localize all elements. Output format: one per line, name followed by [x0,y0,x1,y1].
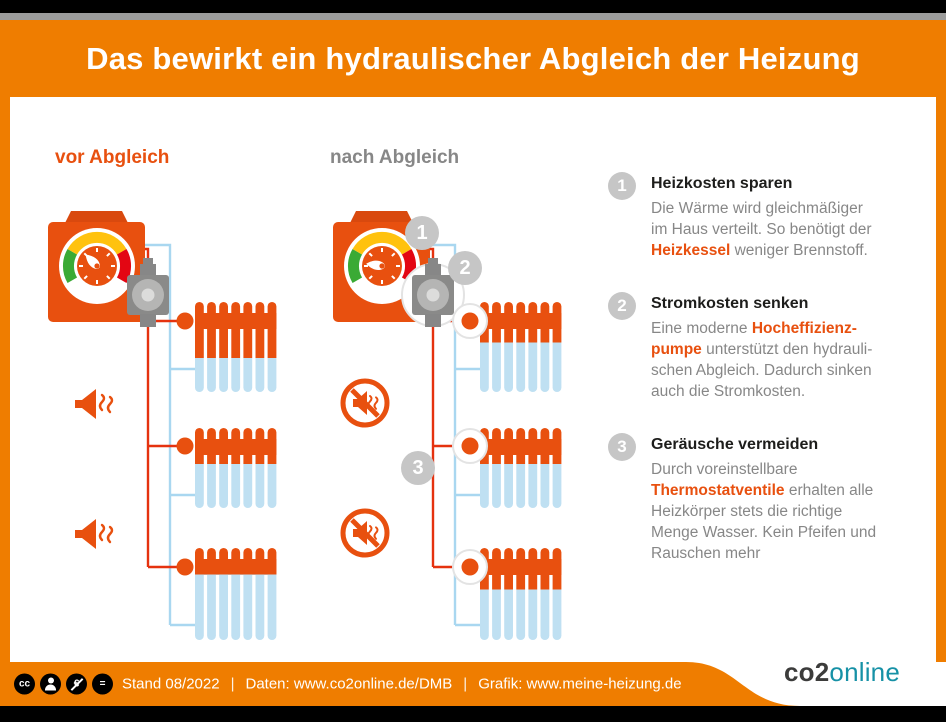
no-noise-muted-speaker-icon [343,511,387,555]
cc-nd-icon: = [92,674,113,695]
diagram-step-marker-3: 3 [401,451,435,485]
radiator-3 [480,548,561,640]
diagram-before-balancing [40,197,290,647]
license-icons [14,674,113,695]
footer-credits: Stand 08/2022 | Daten: www.co2online.de/DMB | Grafik: www.meine-heizung.de [122,675,682,693]
diagram-step-marker-2: 2 [448,251,482,285]
label-before-balancing: vor Abgleich [55,147,170,168]
radiator-2 [480,428,561,508]
footer-stand: Stand 08/2022 [122,675,220,693]
cc-nc-euro-icon [66,674,87,695]
noise-speaker-icon [75,389,112,419]
page-title: Das bewirkt ein hydraulischer Abgleich der Heizung [86,40,860,76]
radiator-1 [480,302,561,392]
step-1-title: Heizkosten sparen [651,175,793,192]
co2online-logo: co2online [784,657,900,687]
step-2-body: Eine moderne Hocheffizienz- pumpe unterstützt den hydrauli- schen Abgleich. Dadurch sinken auch die Stromkosten. [651,320,873,400]
explanation-steps [608,175,920,564]
content-area [0,97,946,662]
label-after-balancing: nach Abgleich [330,147,460,168]
radiator-3 [195,548,276,640]
diagram-step-marker-1: 1 [405,216,439,250]
cc-by-person-icon [40,674,61,695]
step-1 [608,175,920,261]
step-1-body: Die Wärme wird gleichmäßiger im Haus verteilt. So benötigt der Heizkessel weniger Brennstoff. [651,200,872,259]
step-3-body: Durch voreinstellbare Thermostatventile erhalten alle Heizkörper stets die richtige Menge Wasser. Kein Pfeifen und Rauschen mehr [651,461,877,562]
noise-speaker-icon [75,519,112,549]
step-2-number-badge: 2 [608,292,636,320]
step-1-number-badge: 1 [608,172,636,200]
bottom-black-bar [0,706,946,722]
footer-graphic-source: Grafik: www.meine-heizung.de [478,675,682,693]
step-2-title: Stromkosten senken [651,295,809,312]
radiator-2 [195,428,276,508]
step-3-title: Geräusche vermeiden [651,436,819,453]
cc-icon: cc [14,674,35,695]
header [0,20,946,97]
thermostat-valves [177,313,194,576]
step-3 [608,436,920,564]
top-black-bar [0,0,946,13]
no-noise-muted-speaker-icon [343,381,387,425]
footer [0,657,946,706]
step-3-number-badge: 3 [608,433,636,461]
footer-data-source: Daten: www.co2online.de/DMB [245,675,453,693]
radiator-1 [195,302,276,392]
step-2 [608,295,920,402]
top-gray-strip [0,13,946,20]
preset-thermostat-valves [462,313,479,576]
